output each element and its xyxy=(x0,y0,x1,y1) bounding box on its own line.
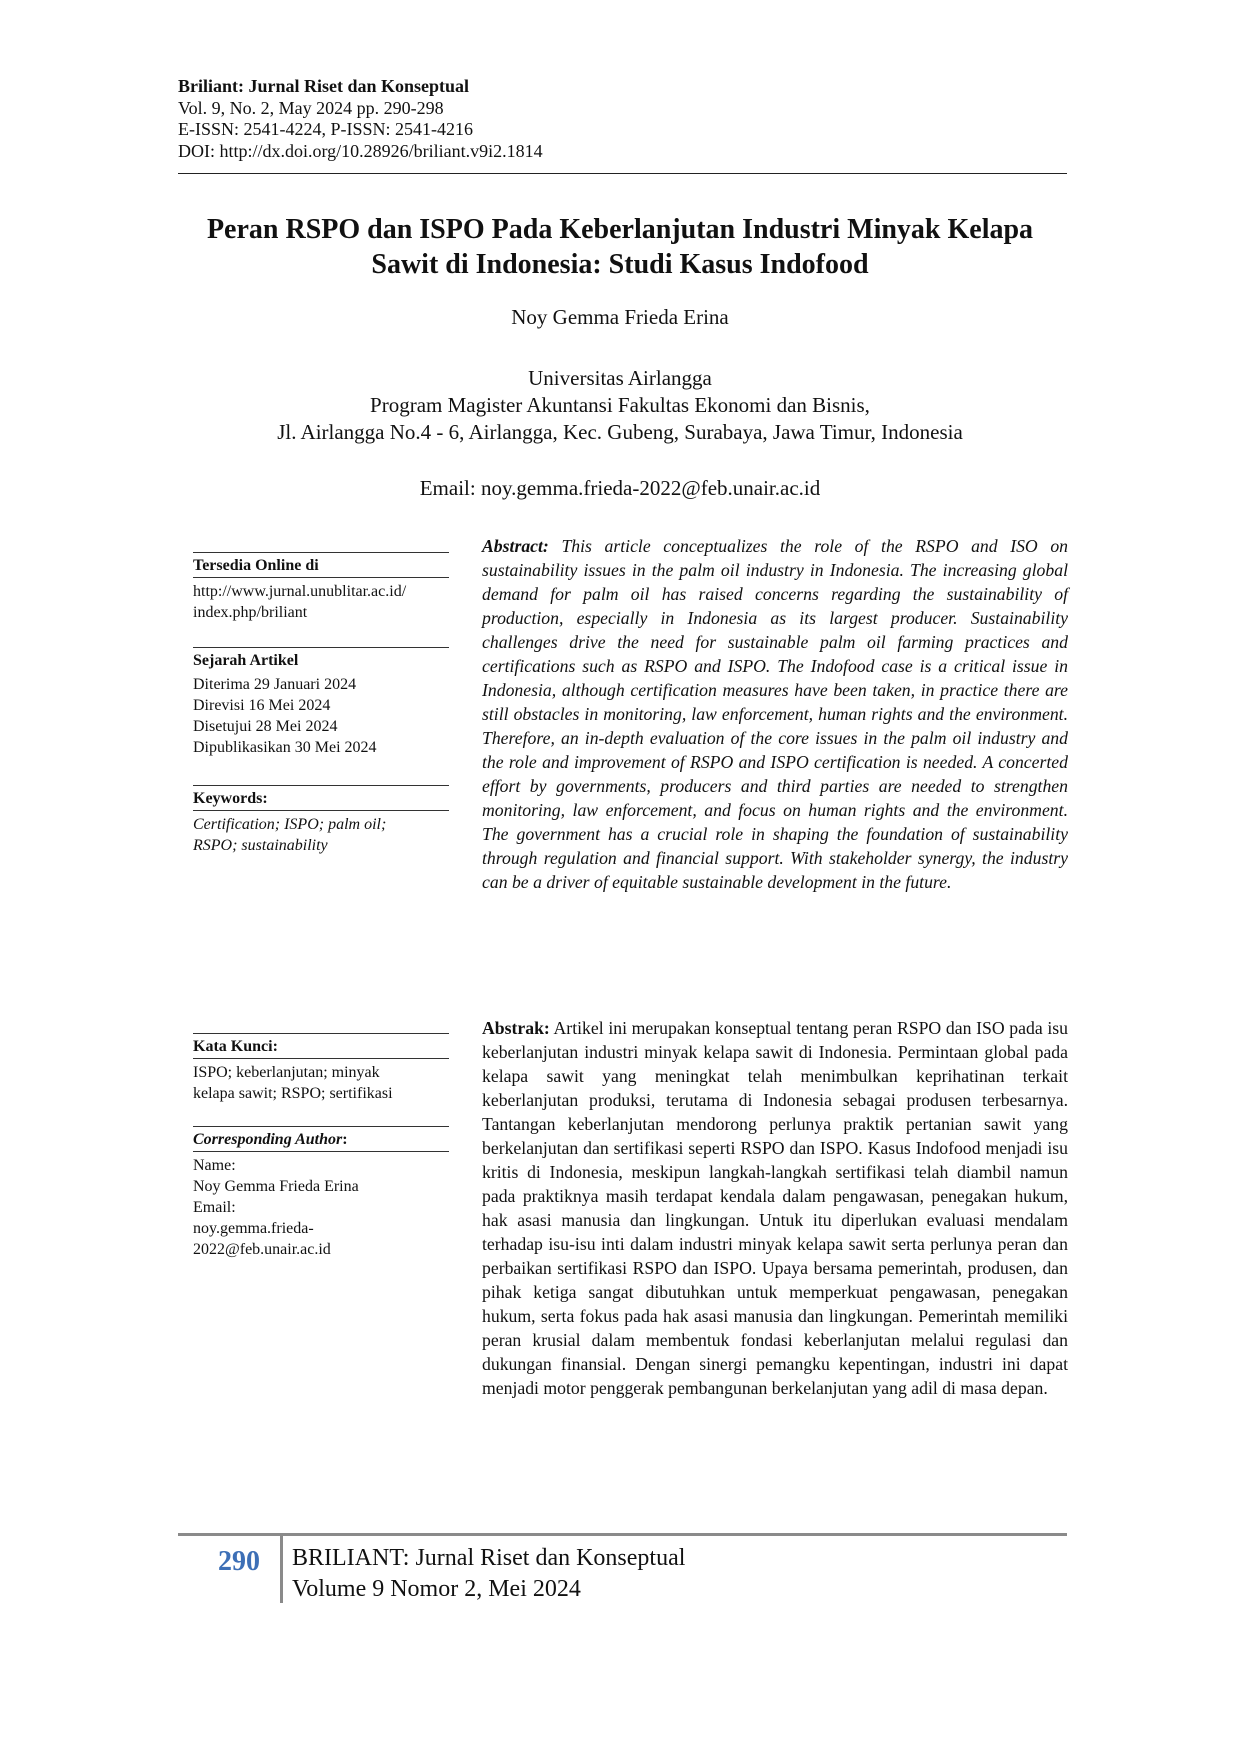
author-email: Email: noy.gemma.frieda-2022@feb.unair.ac.id xyxy=(419,476,821,500)
journal-name: Briliant: Jurnal Riset dan Konseptual xyxy=(178,76,470,96)
footer-journal-name: BRILIANT: Jurnal Riset dan Konseptual xyxy=(292,1545,686,1571)
corr-name: Noy Gemma Frieda Erina xyxy=(193,1178,359,1195)
abstract-english xyxy=(482,534,1068,894)
affiliation-program: Program Magister Akuntansi Fakultas Ekonomi dan Bisnis, xyxy=(370,393,870,417)
title-line-1: Peran RSPO dan ISPO Pada Keberlanjutan Industri Minyak Kelapa xyxy=(206,214,1034,245)
history-published: Dipublikasikan 30 Mei 2024 xyxy=(193,739,377,756)
sidebar-history xyxy=(193,647,449,758)
sidebar-corresponding xyxy=(193,1126,449,1260)
page-number: 290 xyxy=(218,1546,260,1577)
history-list xyxy=(193,672,449,758)
keywords-heading: Keywords: xyxy=(193,790,268,807)
history-accepted: Disetujui 28 Mei 2024 xyxy=(193,718,338,735)
kata-kunci-list xyxy=(193,1059,449,1104)
affiliation-university: Universitas Airlangga xyxy=(528,366,712,390)
journal-header xyxy=(178,76,543,162)
sidebar-keywords xyxy=(193,785,449,856)
online-url-line-2[interactable]: index.php/briliant xyxy=(193,604,308,621)
author-name: Noy Gemma Frieda Erina xyxy=(511,305,729,329)
history-received: Diterima 29 Januari 2024 xyxy=(193,676,357,693)
corr-name-label: Name: xyxy=(193,1157,236,1174)
abstract-body: This article conceptualizes the role of the RSPO and ISO on sustainability issues in the palm oil industry in Indonesia. The increasing global demand for palm oil has raised concerns regarding the sustainability of production, especially in Indonesia as its largest producer. Sustainability challenges drive the need for sustainable palm oil farming practices and certifications such as RSPO and ISPO. The Indofood case is a critical issue in Indonesia, although certification measures have been taken, in practice there are still obstacles in monitoring, law enforcement, human rights and the environment. Therefore, an in-depth evaluation of the core issues in the palm oil industry and the role and improvement of RSPO and ISPO certification is needed. A concerted effort by governments, producers and third parties are needed to strengthen monitoring, law enforcement, and focus on human rights and the environment. The government has a crucial role in shaping the foundation of sustainability through regulation and financial support. With stakeholder synergy, the industry can be a driver of equitable sustainable development in the future. xyxy=(482,536,1069,892)
keywords-line-1: Certification; ISPO; palm oil; xyxy=(193,816,387,833)
kata-kunci-line-1: ISPO; keberlanjutan; minyak xyxy=(193,1064,380,1081)
affiliation xyxy=(120,365,1120,446)
journal-doi[interactable]: DOI: http://dx.doi.org/10.28926/briliant.v9i2.1814 xyxy=(178,140,543,161)
abstract-label: Abstract: xyxy=(482,536,549,556)
online-url[interactable] xyxy=(193,578,449,623)
abstrak-body: Artikel ini merupakan konseptual tentang peran RSPO dan ISO pada isu keberlanjutan industri minyak kelapa sawit di Indonesia. Permintaan global pada kelapa sawit yang meningkat telah menimbulkan keprihatinan terkait keberlanjutan produksi, terutama di Indonesia sebagai produsen terbesarnya. Tantangan keberlanjutan mendorong perlunya praktik pertanian sawit yang berkelanjutan dan sertifikasi seperti RSPO dan ISPO. Kasus Indofood menjadi isu kritis di Indonesia, meskipun langkah-langkah sertifikasi telah diambil namun pada praktiknya masih terdapat kendala dalam pengawasan, penegakan hukum, hak asasi manusia dan lingkungan. Untuk itu diperlukan evaluasi mendalam terhadap isu-isu inti dalam industri minyak kelapa sawit serta perlunya peran dan perbaikan sertifikasi RSPO dan ISPO. Upaya bersama pemerintah, produsen, dan pihak ketiga sangat dibutuhkan untuk memperkuat pengawasan, penegakan hukum, serta fokus pada hak asasi manusia dan lingkungan. Pemerintah memiliki peran krusial dalam membentuk fondasi keberlanjutan melalui regulasi dan dukungan finansial. Dengan sinergi pemangku kepentingan, industri ini dapat menjadi motor penggerak pembangunan berkelanjutan yang adil di masa depan. xyxy=(482,1018,1068,1398)
corr-email-label: Email: xyxy=(193,1199,236,1216)
history-revised: Direvisi 16 Mei 2024 xyxy=(193,697,331,714)
history-heading: Sejarah Artikel xyxy=(193,652,299,669)
online-url-line-1[interactable]: http://www.jurnal.unublitar.ac.id/ xyxy=(193,583,407,600)
kata-kunci-line-2: kelapa sawit; RSPO; sertifikasi xyxy=(193,1085,393,1102)
abstract-indonesian xyxy=(482,1016,1068,1400)
title-line-2: Sawit di Indonesia: Studi Kasus Indofood xyxy=(371,249,869,280)
corr-email-line-2[interactable]: 2022@feb.unair.ac.id xyxy=(193,1241,331,1258)
journal-issn: E-ISSN: 2541-4224, P-ISSN: 2541-4216 xyxy=(178,119,474,139)
footer-volume: Volume 9 Nomor 2, Mei 2024 xyxy=(292,1576,581,1602)
header-divider xyxy=(178,173,1067,174)
abstrak-label: Abstrak: xyxy=(482,1018,550,1038)
kata-kunci-heading: Kata Kunci: xyxy=(193,1038,278,1055)
affiliation-address: Jl. Airlangga No.4 - 6, Airlangga, Kec. Gubeng, Surabaya, Jawa Timur, Indonesia xyxy=(277,420,963,444)
corresponding-heading xyxy=(193,1127,449,1151)
sidebar-online xyxy=(193,552,449,623)
online-heading: Tersedia Online di xyxy=(193,557,319,574)
sidebar-kata-kunci xyxy=(193,1033,449,1104)
keywords-list xyxy=(193,811,449,856)
corresponding-details xyxy=(193,1152,449,1260)
footer-divider xyxy=(178,1533,1067,1536)
footer-journal-info xyxy=(292,1543,685,1605)
corresponding-heading-colon: : xyxy=(342,1131,348,1148)
footer-vertical-bar xyxy=(280,1535,283,1603)
article-title xyxy=(150,212,1090,282)
journal-volume: Vol. 9, No. 2, May 2024 pp. 290-298 xyxy=(178,97,444,118)
corresponding-heading-text: Corresponding Author xyxy=(193,1131,343,1148)
corr-email-line-1[interactable]: noy.gemma.frieda- xyxy=(193,1220,314,1237)
keywords-line-2: RSPO; sustainability xyxy=(193,837,328,854)
